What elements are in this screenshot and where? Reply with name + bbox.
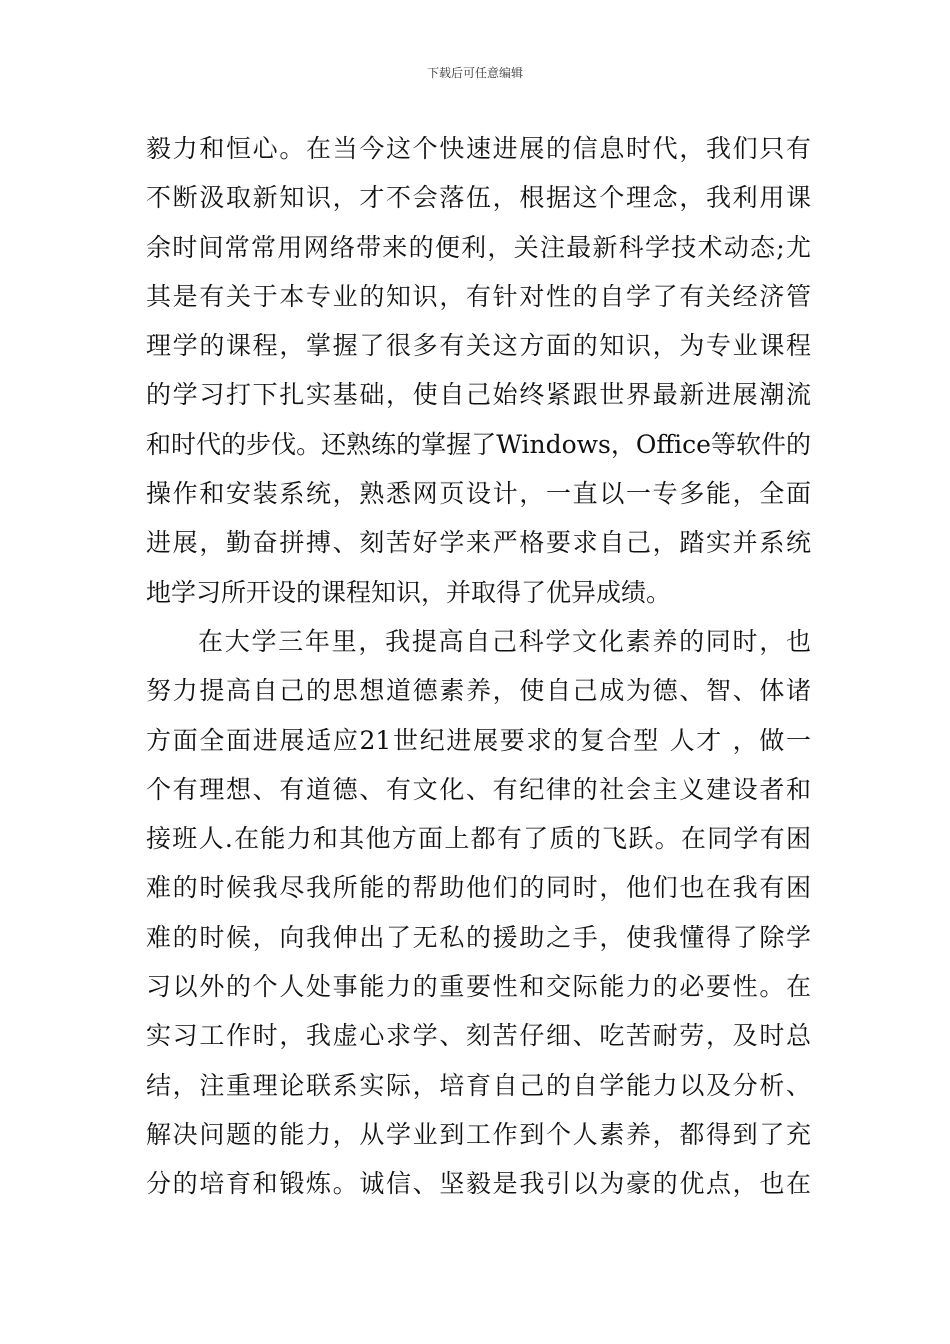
text-line: 难的时候我尽我所能的帮助他们的同时，他们也在我有困 <box>146 873 811 903</box>
text-line: 接班人.在能力和其他方面上都有了质的飞跃。在同学有困 <box>146 824 811 854</box>
text-line: 实习工作时，我虚心求学、刻苦仔细、吃苦耐劳，及时总 <box>146 1021 811 1051</box>
body-text <box>146 124 811 1209</box>
text-line: 和时代的步伐。还熟练的掌握了Windows，Office等软件的 <box>146 429 811 459</box>
text-line: 方面全面进展适应21世纪进展要求的复合型 人才 ，做一 <box>146 725 811 755</box>
text-line: 努力提高自己的思想道德素养，使自己成为德、智、体诸 <box>146 676 811 706</box>
paragraph-start-line: 在大学三年里，我提高自己科学文化素养的同时，也 <box>198 626 811 656</box>
text-line: 难的时候，向我伸出了无私的援助之手，使我懂得了除学 <box>146 922 811 952</box>
text-line: 其是有关于本专业的知识，有针对性的自学了有关经济管 <box>146 281 811 311</box>
text-line: 分的培育和锻炼。诚信、坚毅是我引以为豪的优点，也在 <box>146 1169 811 1199</box>
text-line: 地学习所开设的课程知识，并取得了优异成绩。 <box>146 577 672 607</box>
text-line: 不断汲取新知识，才不会落伍，根据这个理念，我利用课 <box>146 183 811 213</box>
text-line: 的学习打下扎实基础，使自己始终紧跟世界最新进展潮流 <box>146 380 811 410</box>
text-line: 解决问题的能力，从学业到工作到个人素养，都得到了充 <box>146 1119 811 1149</box>
text-line: 习以外的个人处事能力的重要性和交际能力的必要性。在 <box>146 972 811 1002</box>
text-line: 个有理想、有道德、有文化、有纪律的社会主义建设者和 <box>146 774 811 804</box>
text-line: 操作和安装系统，熟悉网页设计，一直以一专多能，全面 <box>146 479 811 509</box>
text-line: 结，注重理论联系实际，培育自己的自学能力以及分析、 <box>146 1070 811 1100</box>
page-header: 下载后可任意编辑 <box>426 66 523 80</box>
text-line: 余时间常常用网络带来的便利，关注最新科学技术动态;尤 <box>146 232 811 262</box>
text-line: 进展，勤奋拼搏、刻苦好学来严格要求自己，踏实并系统 <box>146 528 811 558</box>
text-line: 毅力和恒心。在当今这个快速进展的信息时代，我们只有 <box>146 134 811 163</box>
text-line: 理学的课程，掌握了很多有关这方面的知识，为专业课程 <box>146 331 811 361</box>
